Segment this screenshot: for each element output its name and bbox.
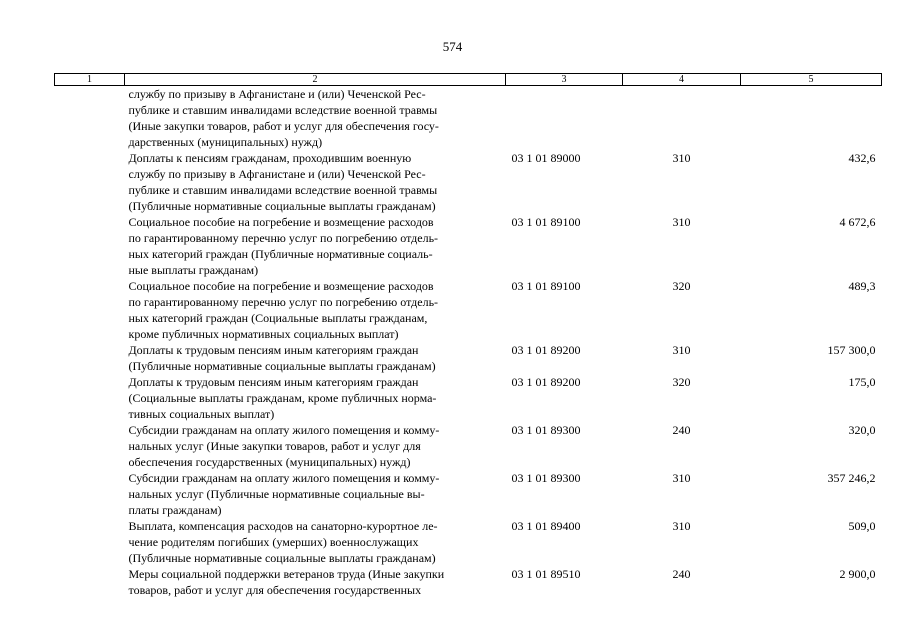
row-description: службу по призыву в Афганистане и (или) Чеченской Рес- публике и ставшим инвалидами вследствие военной травмы (Иные закупки товаров, работ и услуг для обеспечения госу- дарственных (муниципальных) нужд)	[128, 87, 439, 149]
row-empty-cell	[55, 150, 125, 214]
row-description: Социальное пособие на погребение и возмещение расходов по гарантированному перечню услуг по погребению отдель- ных категорий граждан (Публичные нормативные социаль- ные выплаты гражданам)	[128, 215, 439, 277]
row-empty-cell	[55, 518, 125, 566]
row-amount: 357 246,2	[827, 471, 876, 485]
row-expense-type: 310	[672, 343, 691, 357]
row-amount: 432,6	[848, 151, 876, 165]
row-expense-type: 240	[672, 423, 691, 437]
table-row	[55, 278, 882, 342]
table-row	[55, 342, 882, 374]
row-description: Меры социальной поддержки ветеранов труда (Иные закупки товаров, работ и услуг для обеспечения государственных	[128, 567, 445, 597]
column-number-1: 1	[55, 74, 125, 86]
row-amount: 157 300,0	[827, 343, 876, 357]
table-row	[55, 150, 882, 214]
row-empty-cell	[55, 470, 125, 518]
page-number: 574	[442, 39, 463, 54]
row-amount: 175,0	[848, 375, 876, 389]
row-amount: 320,0	[848, 423, 876, 437]
row-expense-type: 310	[672, 519, 691, 533]
row-expense-type: 310	[672, 471, 691, 485]
row-target-code: 03 1 01 89400	[511, 519, 581, 533]
budget-table	[54, 73, 882, 598]
row-empty-cell	[55, 86, 125, 151]
row-target-code: 03 1 01 89300	[511, 423, 581, 437]
table-row	[55, 566, 882, 598]
column-number-4: 4	[623, 74, 741, 86]
row-amount: 489,3	[848, 279, 876, 293]
row-expense-type: 320	[672, 375, 691, 389]
row-expense-type: 310	[672, 215, 691, 229]
table-row	[55, 470, 882, 518]
row-amount: 4 672,6	[839, 215, 876, 229]
table-header	[55, 74, 882, 86]
table-row	[55, 86, 882, 151]
row-target-code: 03 1 01 89100	[511, 279, 581, 293]
row-target-code: 03 1 01 89100	[511, 215, 581, 229]
row-description: Доплаты к трудовым пенсиям иным категориям граждан (Публичные нормативные социальные выплаты гражданам)	[128, 343, 436, 373]
row-target-code	[506, 86, 623, 151]
row-description: Субсидии гражданам на оплату жилого помещения и комму- нальных услуг (Публичные нормативные социальные вы- платы гражданам)	[128, 471, 440, 517]
table-body	[55, 86, 882, 599]
table-row	[55, 374, 882, 422]
row-target-code: 03 1 01 89200	[511, 375, 581, 389]
row-description: Субсидии гражданам на оплату жилого помещения и комму- нальных услуг (Иные закупки товаров, работ и услуг для обеспечения государственных (муниципальных) нужд)	[128, 423, 440, 469]
row-empty-cell	[55, 422, 125, 470]
row-empty-cell	[55, 278, 125, 342]
row-description: Социальное пособие на погребение и возмещение расходов по гарантированному перечню услуг по погребению отдель- ных категорий граждан (Социальные выплаты гражданам, кроме публичных нормативных социальных выплат)	[128, 279, 439, 341]
row-empty-cell	[55, 374, 125, 422]
row-expense-type: 320	[672, 279, 691, 293]
row-amount: 509,0	[848, 519, 876, 533]
row-target-code: 03 1 01 89000	[511, 151, 581, 165]
table-row	[55, 518, 882, 566]
table-row	[55, 422, 882, 470]
row-expense-type: 240	[672, 567, 691, 581]
row-target-code: 03 1 01 89300	[511, 471, 581, 485]
column-number-2: 2	[125, 74, 506, 86]
column-number-3: 3	[506, 74, 623, 86]
row-expense-type	[623, 86, 741, 151]
row-amount	[741, 86, 882, 151]
row-amount: 2 900,0	[839, 567, 876, 581]
row-empty-cell	[55, 566, 125, 598]
column-number-5: 5	[741, 74, 882, 86]
row-expense-type: 310	[672, 151, 691, 165]
row-description: Выплата, компенсация расходов на санаторно-курортное ле- чение родителям погибших (умерших) военнослужащих (Публичные нормативные социальные выплаты гражданам)	[128, 519, 438, 565]
row-description: Доплаты к пенсиям гражданам, проходившим военную службу по призыву в Афганистане и (или) Чеченской Рес- публике и ставшим инвалидами вследствие военной травмы (Публичные нормативные социальные выплаты гражданам)	[128, 151, 438, 213]
row-empty-cell	[55, 214, 125, 278]
column-number-row	[55, 74, 882, 86]
row-target-code: 03 1 01 89510	[511, 567, 581, 581]
row-description: Доплаты к трудовым пенсиям иным категориям граждан (Социальные выплаты гражданам, кроме публичных норма- тивных социальных выплат)	[128, 375, 437, 421]
row-target-code: 03 1 01 89200	[511, 343, 581, 357]
table-row	[55, 214, 882, 278]
row-empty-cell	[55, 342, 125, 374]
